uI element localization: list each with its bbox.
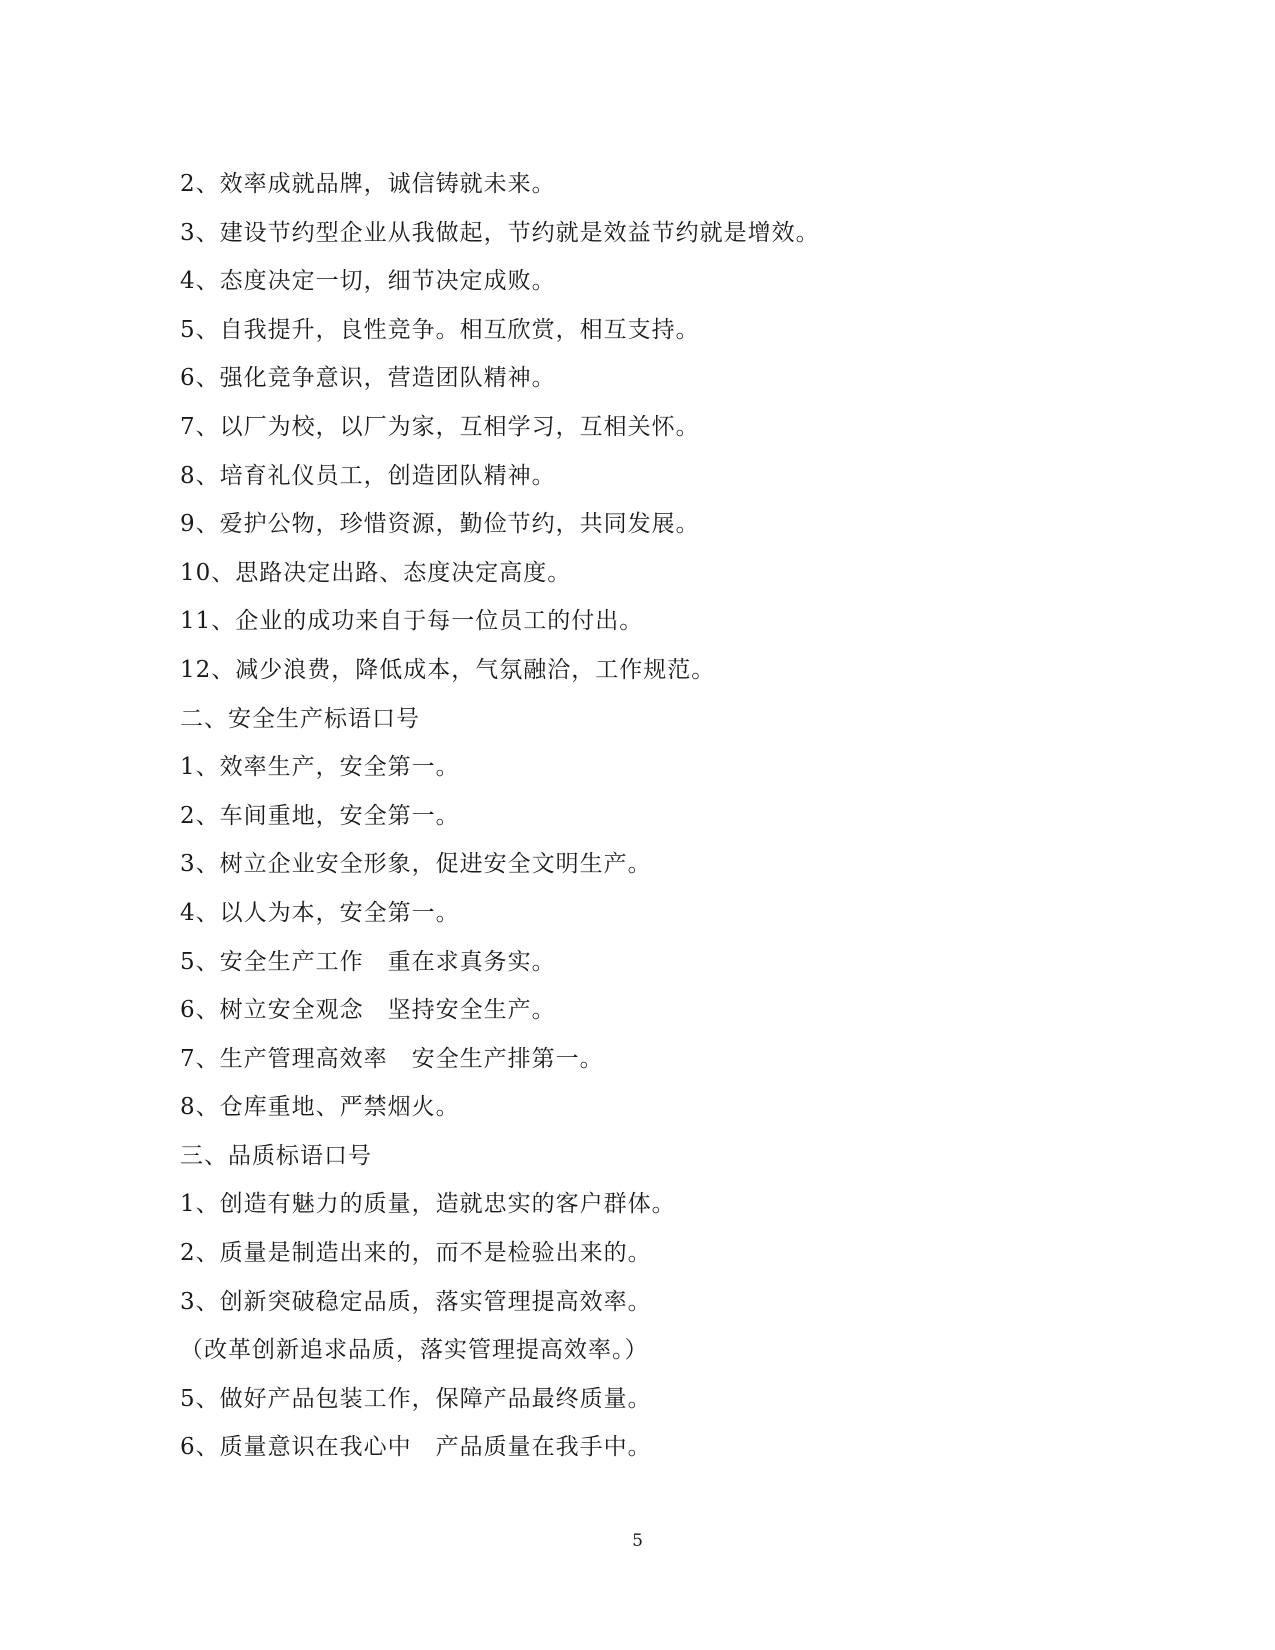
text-line: 3、建设节约型企业从我做起，节约就是效益节约就是增效。 [180,219,820,246]
text-line: 9、爱护公物，珍惜资源，勤俭节约，共同发展。 [180,511,700,538]
text-line: 10、思路决定出路、态度决定高度。 [180,559,572,586]
text-line: 3、创新突破稳定品质，落实管理提高效率。 [180,1288,652,1315]
text-line: 8、仓库重地、严禁烟火。 [180,1094,460,1121]
text-line: 2、效率成就品牌，诚信铸就未来。 [180,171,556,197]
section-heading: 三、品质标语口号 [180,1142,372,1169]
text-line: 4、以人为本，安全第一。 [180,899,460,926]
text-line: （改革创新追求品质，落实管理提高效率。） [180,1337,649,1364]
text-line: 2、车间重地，安全第一。 [180,802,460,829]
text-line: 5、做好产品包装工作，保障产品最终质量。 [180,1385,652,1412]
text-line: 3、树立企业安全形象，促进安全文明生产。 [180,851,652,878]
text-line: 12、减少浪费，降低成本，气氛融洽，工作规范。 [180,656,716,683]
page-number: 5 [632,1531,643,1551]
text-line: 7、以厂为校，以厂为家，互相学习，互相关怀。 [180,413,700,440]
text-line: 7、生产管理高效率 安全生产排第一。 [180,1045,604,1072]
text-line: 5、安全生产工作 重在求真务实。 [180,948,556,975]
text-line: 6、树立安全观念 坚持安全生产。 [180,997,556,1024]
text-line: 8、培育礼仪员工，创造团队精神。 [180,462,556,489]
text-line: 6、强化竞争意识，营造团队精神。 [180,365,556,392]
text-line: 2、质量是制造出来的，而不是检验出来的。 [180,1240,652,1267]
document-body [180,160,1140,1472]
text-line: 4、态度决定一切，细节决定成败。 [180,268,556,295]
text-line: 11、企业的成功来自于每一位员工的付出。 [180,608,644,635]
text-line: 6、质量意识在我心中 产品质量在我手中。 [180,1434,652,1461]
text-line: 5、自我提升，良性竞争。相互欣赏，相互支持。 [180,316,700,343]
section-heading: 二、安全生产标语口号 [180,705,420,732]
text-line: 1、创造有魅力的质量，造就忠实的客户群体。 [180,1191,676,1218]
text-line: 1、效率生产，安全第一。 [180,754,460,781]
